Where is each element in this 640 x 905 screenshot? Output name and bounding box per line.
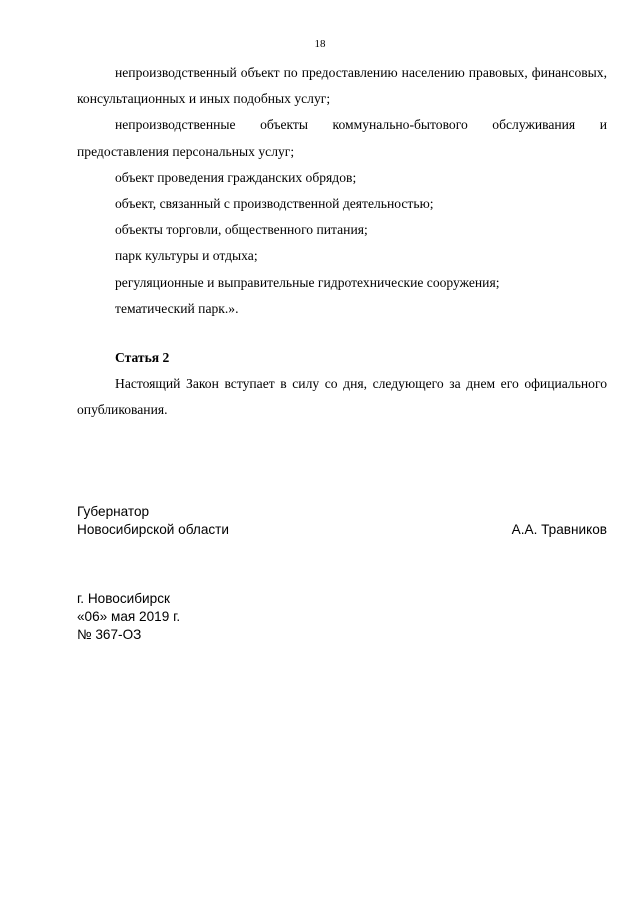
signatory-name: А.А. Травников (511, 522, 607, 537)
place-date-block (77, 590, 377, 644)
date: «06» мая 2019 г. (77, 609, 181, 624)
signatory-title: Губернатор (77, 504, 150, 519)
list-item: тематический парк.». (115, 300, 239, 316)
article-text: Настоящий Закон вступает в силу со дня, следующего за днем его официального опубликования. (77, 376, 607, 418)
signature-block (77, 503, 607, 539)
page-number: 18 (314, 38, 326, 50)
list-item: парк культуры и отдыха; (115, 248, 258, 264)
article-section (77, 345, 607, 424)
law-number: № 367-ОЗ (77, 627, 142, 642)
list-item: объекты торговли, общественного питания; (115, 222, 368, 238)
city: г. Новосибирск (77, 591, 170, 606)
list-item: объект проведения гражданских обрядов; (115, 169, 357, 185)
list-item: регуляционные и выправительные гидротехнические сооружения; (115, 274, 500, 290)
signature-row (77, 521, 607, 539)
list-item: объект, связанный с производственной деятельностью; (115, 196, 434, 212)
signatory-region: Новосибирской области (77, 522, 230, 537)
article-heading: Статья 2 (115, 350, 170, 365)
list-item: непроизводственные объекты коммунально-бытового обслуживания и предоставления персональных услуг; (77, 117, 607, 159)
object-list (77, 60, 607, 322)
list-item: непроизводственный объект по предоставлению населению правовых, финансовых, консультационных и иных подобных услуг; (77, 65, 607, 107)
